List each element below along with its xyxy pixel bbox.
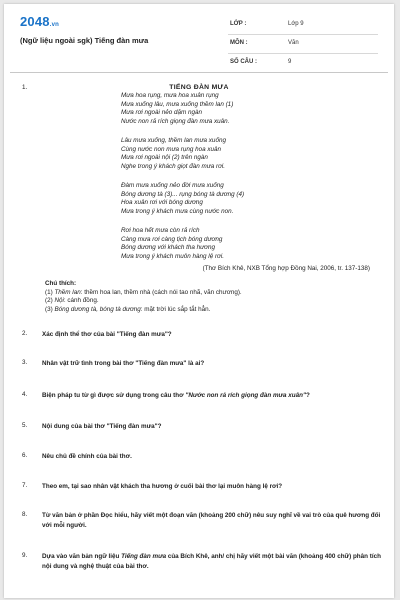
poem-title: TIẾNG ĐÀN MƯA (169, 84, 229, 91)
poem-stanza-1 (121, 92, 233, 126)
poem-line: Càng mưa rơi càng tịch bóng dương (121, 235, 223, 243)
question-number: 4. (22, 391, 28, 398)
question-text-part: Biện pháp tu từ gì được sử dụng trong câu thơ (42, 392, 186, 399)
poem-line: Đàm mưa xuống nẻo đời mưa xuống (121, 182, 224, 189)
meta-label: LỚP : (230, 21, 247, 27)
poem-line: Mưa hoa rụng, mưa hoa xuân rụng (121, 92, 219, 99)
question-number: 3. (22, 359, 28, 366)
question-number: 6. (22, 452, 28, 459)
footnote-text: : thềm hoa lan, thềm nhà (cách nói tao nhã, văn chương). (80, 288, 242, 296)
question-quote: Tiếng đàn mưa (121, 553, 167, 560)
meta-label: MÔN : (230, 40, 248, 46)
question-quote: "Nước non rả rích giọng đàn mưa xuân" (185, 392, 306, 399)
header-divider (10, 72, 388, 73)
poem-line: Hoa xuân rơi với bóng dương (121, 199, 203, 207)
meta-row-question-count (228, 54, 378, 73)
question-text: Từ văn bản ở phần Đọc hiểu, hãy viết một đoạn văn (khoảng 200 chữ) nêu suy nghĩ về vai trò của quê hương đối với mỗi người. (42, 512, 381, 529)
question-number: 9. (22, 552, 28, 559)
poem-line: Bóng dương với khách tha hương (121, 244, 215, 252)
poem-stanza-4 (121, 227, 224, 261)
document-title: (Ngữ liệu ngoài sgk) Tiếng đàn mưa (20, 36, 149, 45)
logo-text: 2048 (20, 14, 50, 29)
footnote-number: (3) (45, 305, 55, 313)
footnote-item (45, 297, 242, 306)
poem-line: Mưa rơi ngoài nẻo dặm ngàn (121, 109, 202, 117)
footnote-term: Nội (54, 297, 64, 305)
footnote-term: Bóng dương tà, bóng tà dương (54, 305, 141, 313)
question-text-part: ? (305, 392, 310, 399)
meta-row-class (228, 16, 378, 35)
poem-source: (Thơ Bích Khê, NXB Tổng hợp Đồng Nai, 2006, tr. 137-138) (202, 265, 370, 272)
meta-value: 9 (288, 59, 292, 65)
logo-suffix: .vn (49, 22, 60, 28)
question-text: Nội dung của bài thơ "Tiếng đàn mưa"? (42, 423, 162, 430)
footnote-item (45, 306, 242, 315)
footnote-item (45, 289, 242, 298)
footnote-text: : cánh đồng. (63, 297, 99, 305)
question-number: 2. (22, 330, 28, 337)
question-number: 7. (22, 482, 28, 489)
poem-line: Mưa xuống lâu, mưa xuống thềm lan (1) (121, 100, 234, 108)
question-text: Nêu chủ đề chính của bài thơ. (42, 453, 132, 460)
poem-line: Mưa rơi ngoài nội (2) trên ngàn (121, 154, 208, 162)
poem-line: Bóng dương tà (3)... rụng bóng tà dương (4) (121, 190, 245, 198)
meta-label: SỐ CÂU : (230, 59, 257, 65)
footnote-term: Thềm lan (54, 288, 81, 296)
worksheet-page (4, 4, 394, 598)
poem-line: Cùng nước non mưa rụng hoa xuân (121, 145, 222, 153)
question-text-part: Dựa vào văn bản ngữ liệu (42, 553, 122, 560)
poem-line: Rơi hoa hết mưa còn rả rích (121, 227, 200, 234)
footnote-number: (1) (45, 288, 55, 296)
site-logo[interactable] (20, 14, 59, 29)
meta-table (228, 16, 378, 73)
poem-line: Lâu mưa xuống, thềm lan mưa xuống (121, 137, 226, 144)
poem-line: Nghe trong ý khách giọt đàn mưa rơi. (121, 162, 226, 170)
question-text: Theo em, tại sao nhân vật khách tha hương ở cuối bài thơ lại muôn hàng lệ rơi? (42, 483, 283, 490)
meta-row-subject (228, 35, 378, 54)
question-text: Xác định thể thơ của bài "Tiếng đàn mưa"? (42, 331, 172, 338)
footnote-text: : mặt trời lúc sắp tắt hẳn. (140, 305, 211, 313)
question-text (42, 552, 382, 572)
question-number: 5. (22, 422, 28, 429)
question-text: Nhân vật trữ tình trong bài thơ "Tiếng đàn mưa" là ai? (42, 360, 205, 367)
question-number: 1. (22, 84, 28, 91)
question-text-part: của Bích Khê, anh/ chị hãy viết một bài văn (khoảng 400 chữ) phân tích nội dung và nghệ thuật của bài thơ. (42, 553, 381, 570)
poem-stanza-2 (121, 137, 226, 171)
question-text (42, 391, 382, 401)
meta-value: Văn (288, 40, 299, 46)
footnotes-heading: Chú thích: (45, 280, 77, 287)
poem-line: Nước non rả rích giọng đàn mưa xuân. (121, 117, 230, 125)
footnote-number: (2) (45, 297, 55, 305)
meta-value: Lớp 9 (288, 21, 304, 27)
poem-line: Mưa trong ý khách muôn hàng lệ rơi. (121, 252, 225, 260)
footnotes (45, 280, 242, 314)
question-number: 8. (22, 511, 28, 518)
poem-stanza-3 (121, 182, 244, 216)
poem-line: Mưa trong ý khách mưa cùng nước non. (121, 207, 234, 215)
